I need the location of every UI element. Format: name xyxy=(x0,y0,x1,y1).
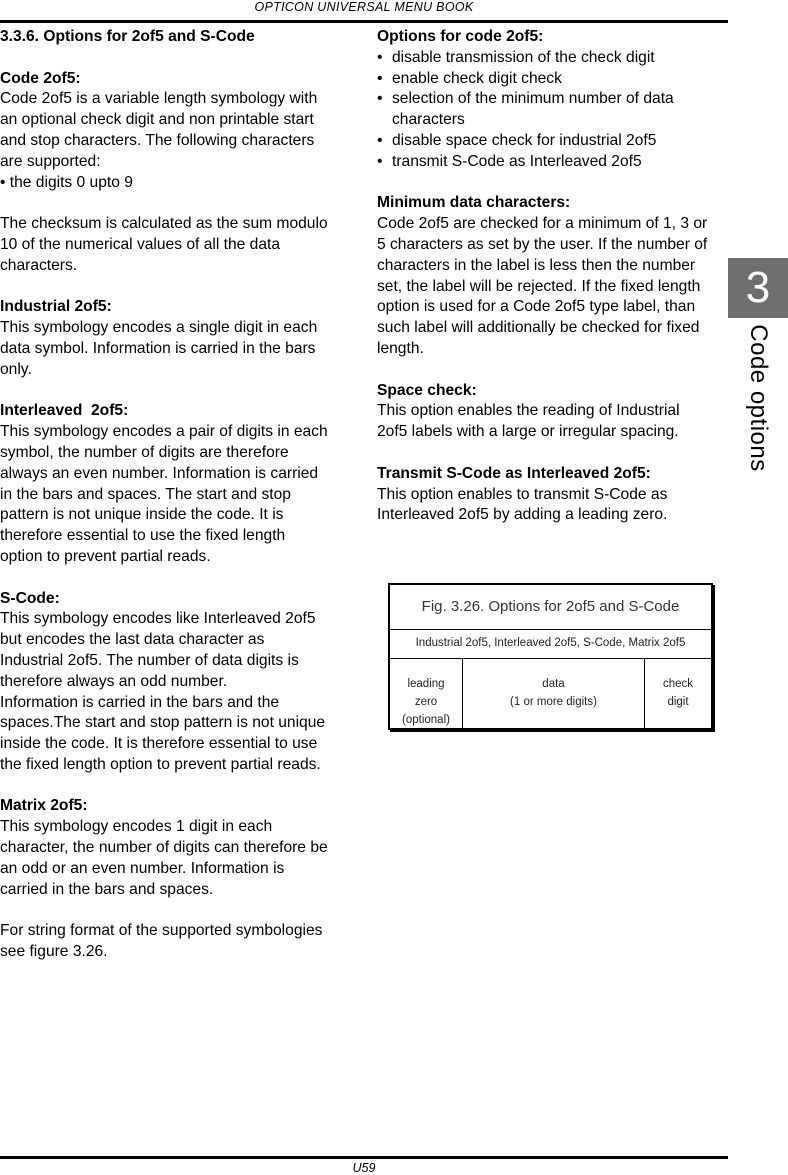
text-line: only. xyxy=(0,360,32,378)
text-line: carried in the bars and spaces. xyxy=(0,880,214,898)
list-item-text: disable transmission of the check digit xyxy=(392,48,655,66)
text-line: Code 2of5 is a variable length symbology with xyxy=(0,90,318,108)
bullet-icon: • xyxy=(377,90,383,108)
text-line: spaces.The start and stop pattern is not unique xyxy=(0,714,326,732)
text-line: characters in the label is less then the number xyxy=(377,256,696,274)
code2of5-heading: Code 2of5: xyxy=(0,69,81,87)
left-column xyxy=(0,27,352,963)
figure-cell-line: zero xyxy=(414,696,438,708)
text-line: option is used for a Code 2of5 type label, than xyxy=(377,298,696,316)
text-line: see figure 3.26. xyxy=(0,943,108,961)
figure-cell-line: data xyxy=(542,678,565,690)
text-line: character, the number of digits can therefore be xyxy=(0,839,328,857)
options-heading: Options for code 2of5: xyxy=(377,28,544,45)
bottom-rule xyxy=(0,1156,728,1159)
text-line: 5 characters as set by the user. If the number of xyxy=(377,235,708,253)
figure-2of5-format xyxy=(388,583,713,730)
figure-cell-line: digit xyxy=(667,696,689,708)
text-line: Information is carried in the bars and the xyxy=(0,693,280,711)
text-line: and stop characters. The following characters xyxy=(0,131,315,149)
figure-divider xyxy=(390,629,711,630)
figure-cell-line: leading xyxy=(407,678,445,690)
text-line: This option enables the reading of Industrial xyxy=(377,402,680,420)
text-line: 10 of the numerical values of all the data xyxy=(0,235,280,253)
text-line: an odd or an even number. Information is xyxy=(0,859,285,877)
text-line: symbol, the number of digits are therefore xyxy=(0,443,289,461)
figure-divider xyxy=(390,658,711,659)
min-data-heading: Minimum data characters: xyxy=(377,194,571,212)
text-line: always an even number. Information is carried xyxy=(0,464,319,482)
text-line: 2of5 labels with a large or irregular spacing. xyxy=(377,423,679,441)
text-line: therefore always an odd number. xyxy=(0,672,228,690)
text-line: • the digits 0 upto 9 xyxy=(0,173,133,191)
text-line: Industrial 2of5. The number of data digits is xyxy=(0,651,299,669)
figure-cell-check-digit xyxy=(645,675,711,711)
figure-symbology-list: Industrial 2of5, Interleaved 2of5, S-Code, Matrix 2of5 xyxy=(415,637,686,649)
top-rule xyxy=(0,20,728,23)
figure-cell-data xyxy=(463,675,644,711)
bullet-icon: • xyxy=(377,69,383,87)
space-check-heading: Space check: xyxy=(377,381,477,399)
matrix-heading: Matrix 2of5: xyxy=(0,797,88,815)
list-item-text: disable space check for industrial 2of5 xyxy=(392,131,657,149)
text-line: This option enables to transmit S-Code as xyxy=(377,485,668,503)
right-column xyxy=(377,27,727,526)
text-line: This symbology encodes like Interleaved 2of5 xyxy=(0,610,316,628)
text-line: such label will additionally be checked for fixed xyxy=(377,319,700,337)
chapter-number-tab: 3 xyxy=(728,258,788,318)
text-line: data symbol. Information is carried in the bars xyxy=(0,339,316,357)
figure-cell-line: (optional) xyxy=(402,714,450,726)
list-item xyxy=(377,69,727,90)
text-line: set, the label will be rejected. If the fixed length xyxy=(377,277,701,295)
chapter-label: Code options xyxy=(745,324,772,472)
text-line: but encodes the last data character as xyxy=(0,631,265,649)
scode-heading: S-Code: xyxy=(0,589,60,607)
text-line: option to prevent partial reads. xyxy=(0,547,211,565)
bullet-icon: • xyxy=(377,131,383,149)
list-item-text xyxy=(392,89,727,131)
list-item xyxy=(377,152,727,173)
list-item xyxy=(377,131,727,152)
text-line: Interleaved 2of5 by adding a leading zero. xyxy=(377,506,668,524)
text-line: For string format of the supported symbologies xyxy=(0,922,323,940)
text-line: in the bars and spaces. The start and stop xyxy=(0,485,291,503)
text-line: the fixed length option to prevent partial reads. xyxy=(0,755,321,773)
bullet-icon: • xyxy=(377,48,383,66)
list-item xyxy=(377,89,727,131)
list-item-line: selection of the minimum number of data xyxy=(392,90,674,108)
figure-cell-leading-zero xyxy=(390,675,462,729)
text-line: characters. xyxy=(0,256,78,274)
text-line: Code 2of5 are checked for a minimum of 1, 3 or xyxy=(377,215,708,233)
page-number: U59 xyxy=(352,1161,376,1175)
text-line: therefore essential to use the fixed length xyxy=(0,527,286,545)
transmit-heading: Transmit S-Code as Interleaved 2of5: xyxy=(377,464,651,482)
text-line: are supported: xyxy=(0,152,101,170)
section-title: 3.3.6. Options for 2of5 and S-Code xyxy=(0,28,255,45)
list-item xyxy=(377,48,727,69)
industrial-heading: Industrial 2of5: xyxy=(0,298,112,316)
list-item-text: enable check digit check xyxy=(392,69,562,87)
bullet-icon: • xyxy=(377,152,383,170)
list-item-line: characters xyxy=(392,111,465,129)
text-line: an optional check digit and non printable start xyxy=(0,111,314,129)
text-line: This symbology encodes 1 digit in each xyxy=(0,818,273,836)
text-line: length. xyxy=(377,339,424,357)
text-line: The checksum is calculated as the sum modulo xyxy=(0,215,328,233)
running-header: OPTICON UNIVERSAL MENU BOOK xyxy=(254,0,474,14)
figure-cell-line: check xyxy=(662,678,694,690)
text-line: pattern is not unique inside the code. It is xyxy=(0,506,284,524)
list-item-text: transmit S-Code as Interleaved 2of5 xyxy=(392,152,642,170)
figure-caption: Fig. 3.26. Options for 2of5 and S-Code xyxy=(421,598,680,615)
text-line: inside the code. It is therefore essential to use xyxy=(0,735,318,753)
text-line: This symbology encodes a single digit in each xyxy=(0,319,318,337)
text-line: This symbology encodes a pair of digits in each xyxy=(0,423,328,441)
interleaved-heading: Interleaved 2of5: xyxy=(0,402,129,420)
figure-cell-line: (1 or more digits) xyxy=(510,696,597,708)
